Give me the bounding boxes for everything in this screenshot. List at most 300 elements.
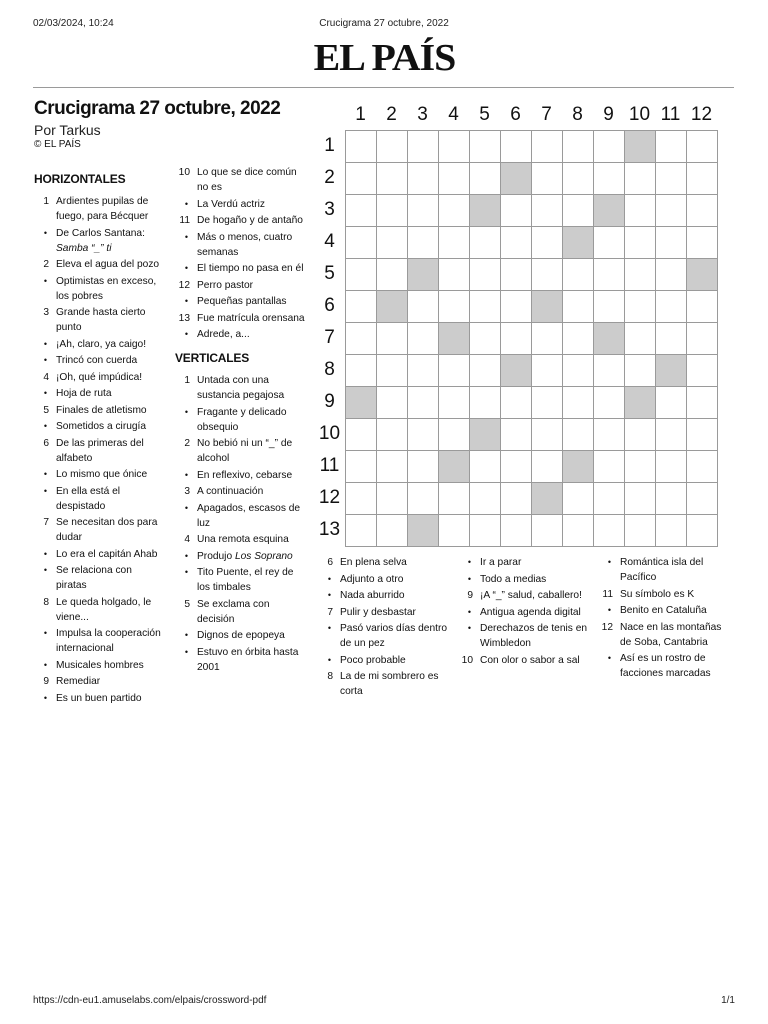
grid-cell[interactable] <box>408 163 439 195</box>
clue-text <box>340 653 450 668</box>
grid-cell[interactable] <box>656 419 687 451</box>
clue-text <box>56 563 162 593</box>
clue-text <box>56 386 162 401</box>
grid-cell[interactable] <box>656 163 687 195</box>
grid-cell[interactable] <box>625 323 656 355</box>
grid-cell[interactable] <box>656 259 687 291</box>
clue-item <box>458 572 590 587</box>
grid-cell[interactable] <box>470 323 501 355</box>
grid-cell[interactable] <box>625 163 656 195</box>
clue-item <box>598 587 730 602</box>
grid-cell[interactable] <box>594 259 625 291</box>
clue-number: 10 <box>178 167 190 178</box>
grid-cell[interactable] <box>563 355 594 387</box>
grid-cell[interactable] <box>439 355 470 387</box>
grid-cell[interactable] <box>594 483 625 515</box>
grid-cell[interactable] <box>687 227 718 259</box>
grid-block-cell <box>656 355 687 387</box>
clue-item <box>34 337 162 352</box>
grid-cell[interactable] <box>377 195 408 227</box>
grid-cell[interactable] <box>656 291 687 323</box>
clue-text-plain: Musicales hombres <box>56 659 144 671</box>
clue-text <box>340 621 450 651</box>
clue-item <box>458 653 590 668</box>
grid-cell[interactable] <box>501 291 532 323</box>
clue-text <box>480 605 590 620</box>
puzzle-author: Por Tarkus <box>34 122 101 138</box>
grid-cell[interactable] <box>501 419 532 451</box>
grid-cell[interactable] <box>687 451 718 483</box>
bullet-icon: • <box>327 654 331 665</box>
grid-cell[interactable] <box>687 419 718 451</box>
grid-cell[interactable] <box>563 419 594 451</box>
clue-item <box>34 547 162 562</box>
clues-column-4 <box>458 555 590 669</box>
grid-cell[interactable] <box>594 515 625 547</box>
clue-text-plain: En plena selva <box>340 557 407 568</box>
grid-cell[interactable] <box>377 515 408 547</box>
grid-cell[interactable] <box>656 195 687 227</box>
grid-column-label: 4 <box>448 104 459 125</box>
clue-text <box>197 565 305 595</box>
clues-column-3 <box>318 555 450 701</box>
grid-cell[interactable] <box>377 451 408 483</box>
grid-cell[interactable] <box>346 419 377 451</box>
verticales-list-2 <box>318 555 450 699</box>
grid-block-cell <box>408 259 439 291</box>
grid-cell[interactable] <box>346 131 377 163</box>
clue-text-plain: Se necesitan dos para dudar <box>56 517 158 543</box>
print-date: 02/03/2024, 10:24 <box>33 18 114 29</box>
bullet-icon: • <box>327 573 331 584</box>
clue-text-plain: Optimistas en exceso, los pobres <box>56 275 157 302</box>
grid-cell[interactable] <box>532 451 563 483</box>
clue-text-plain: Se exclama con decisión <box>197 598 270 625</box>
grid-block-cell <box>563 451 594 483</box>
clue-item <box>34 515 162 545</box>
clue-text-plain: Ir a parar <box>480 557 522 568</box>
grid-cell[interactable] <box>532 163 563 195</box>
print-header <box>33 18 735 32</box>
clue-text <box>56 403 162 418</box>
grid-cell[interactable] <box>594 163 625 195</box>
clue-item <box>175 565 305 595</box>
grid-cell[interactable] <box>625 515 656 547</box>
clue-text-plain: La Verdú actriz <box>197 198 265 210</box>
grid-cell[interactable] <box>687 195 718 227</box>
grid-cell[interactable] <box>377 259 408 291</box>
grid-cell[interactable] <box>501 387 532 419</box>
grid-cell[interactable] <box>470 163 501 195</box>
grid-cell[interactable] <box>439 515 470 547</box>
clue-item <box>175 501 305 531</box>
clue-text <box>197 230 305 260</box>
clue-text <box>620 603 730 618</box>
grid-column-label: 10 <box>628 104 651 125</box>
grid-cell[interactable] <box>501 195 532 227</box>
verticales-list-1 <box>175 373 305 675</box>
clue-item <box>34 305 162 335</box>
clue-text <box>197 405 305 435</box>
grid-cell[interactable] <box>532 227 563 259</box>
grid-row-label: 7 <box>324 327 335 348</box>
grid-cell[interactable] <box>501 451 532 483</box>
grid-cell[interactable] <box>687 515 718 547</box>
grid-cell[interactable] <box>501 259 532 291</box>
clue-text-plain: Adrede, a... <box>197 329 250 340</box>
grid-block-cell <box>439 323 470 355</box>
grid-cell[interactable] <box>625 451 656 483</box>
clue-item <box>318 621 450 651</box>
grid-cell[interactable] <box>656 131 687 163</box>
grid-cell[interactable] <box>532 419 563 451</box>
clue-item <box>34 257 162 272</box>
clue-text-plain: Ardientes pupilas de fuego, para Bécquer <box>56 196 149 222</box>
clue-text <box>197 468 305 483</box>
grid-cell[interactable] <box>470 387 501 419</box>
clue-text <box>197 311 305 326</box>
grid-cell[interactable] <box>439 227 470 259</box>
clue-text <box>56 658 162 673</box>
grid-cell[interactable] <box>501 323 532 355</box>
clue-number: 11 <box>179 215 190 226</box>
clue-text-plain: ¡A “_” salud, caballero! <box>480 590 582 601</box>
grid-row-label: 4 <box>324 231 335 252</box>
clue-item <box>34 658 162 673</box>
grid-cell[interactable] <box>439 387 470 419</box>
clue-item <box>175 327 305 342</box>
grid-cell[interactable] <box>408 483 439 515</box>
clue-item <box>318 653 450 668</box>
grid-cell[interactable] <box>470 259 501 291</box>
grid-row-label: 9 <box>324 391 335 412</box>
grid-cell[interactable] <box>408 419 439 451</box>
clue-text-plain: Derechazos de tenis en Wimbledon <box>480 623 588 649</box>
grid-column-label: 1 <box>355 104 366 125</box>
grid-cell[interactable] <box>377 355 408 387</box>
clue-text-plain: De Carlos Santana: <box>56 227 145 239</box>
grid-cell[interactable] <box>532 387 563 419</box>
grid-cell[interactable] <box>687 131 718 163</box>
grid-cell[interactable] <box>625 291 656 323</box>
clue-text-plain: A continuación <box>197 486 264 497</box>
grid-cell[interactable] <box>625 483 656 515</box>
clue-item <box>175 628 305 643</box>
grid-cell[interactable] <box>563 483 594 515</box>
bullet-icon: • <box>43 548 47 559</box>
print-url: https://cdn-eu1.amuselabs.com/elpais/crossword-pdf <box>33 995 267 1006</box>
clue-text <box>56 337 162 352</box>
grid-cell[interactable] <box>346 163 377 195</box>
grid-cell[interactable] <box>439 419 470 451</box>
clue-text-plain: Romántica isla del Pacífico <box>620 557 704 583</box>
bullet-icon: • <box>43 275 47 286</box>
grid-cell[interactable] <box>470 515 501 547</box>
clue-item <box>175 278 305 293</box>
clue-text <box>620 587 730 602</box>
clue-number: 5 <box>43 404 49 416</box>
bullet-icon: • <box>43 338 47 349</box>
clue-text-plain: Más o menos, cuatro semanas <box>197 231 293 258</box>
clue-text-plain: Trincó con cuerda <box>56 355 138 366</box>
puzzle-title: Crucigrama 27 octubre, 2022 <box>34 98 281 119</box>
grid-cell[interactable] <box>594 451 625 483</box>
grid-cell[interactable] <box>470 291 501 323</box>
clue-item <box>175 597 305 627</box>
clue-text <box>56 626 162 656</box>
grid-cell[interactable] <box>377 227 408 259</box>
clue-number: 12 <box>601 621 613 633</box>
grid-block-cell <box>470 195 501 227</box>
bullet-icon: • <box>467 623 471 633</box>
clue-text-plain: Fue matrícula orensana <box>197 312 305 324</box>
grid-cell[interactable] <box>656 451 687 483</box>
clue-text <box>620 555 730 585</box>
grid-cell[interactable] <box>563 259 594 291</box>
bullet-icon: • <box>43 355 47 365</box>
clue-text <box>56 595 162 625</box>
grid-cell[interactable] <box>563 291 594 323</box>
grid-cell[interactable] <box>625 419 656 451</box>
clue-text-plain: Su símbolo es K <box>620 588 695 600</box>
grid-cell[interactable] <box>377 483 408 515</box>
clue-text-plain: Remediar <box>56 676 101 687</box>
grid-row-label: 6 <box>324 295 335 316</box>
print-footer <box>33 995 735 1009</box>
grid-cell[interactable] <box>532 323 563 355</box>
grid-cell[interactable] <box>346 323 377 355</box>
clue-text-plain: ¡Oh, qué impúdica! <box>56 371 143 383</box>
bullet-icon: • <box>467 557 471 567</box>
grid-cell[interactable] <box>346 355 377 387</box>
clue-item <box>34 370 162 385</box>
clue-text <box>56 257 162 272</box>
clue-text-plain: Fragante y delicado obsequio <box>197 406 287 433</box>
clue-number: 2 <box>43 259 49 270</box>
grid-cell[interactable] <box>594 419 625 451</box>
grid-cell[interactable] <box>439 259 470 291</box>
clue-item <box>34 595 162 625</box>
grid-cell[interactable] <box>563 131 594 163</box>
clue-text-plain: La de mi sombrero es corta <box>340 671 439 697</box>
clue-text <box>56 194 162 224</box>
grid-cell[interactable] <box>470 483 501 515</box>
grid-cell[interactable] <box>408 451 439 483</box>
clue-text-plain: Apagados, escasos de luz <box>197 502 301 529</box>
grid-cell[interactable] <box>377 163 408 195</box>
grid-cell[interactable] <box>408 387 439 419</box>
clue-item <box>318 669 450 699</box>
clue-number: 8 <box>43 596 49 608</box>
clue-text <box>197 261 305 276</box>
grid-cell[interactable] <box>439 131 470 163</box>
bullet-icon: • <box>184 550 188 561</box>
clue-text <box>197 165 305 195</box>
grid-cell[interactable] <box>656 323 687 355</box>
grid-cell[interactable] <box>377 419 408 451</box>
grid-cell[interactable] <box>346 483 377 515</box>
grid-cell[interactable] <box>501 131 532 163</box>
bullet-icon: • <box>607 605 611 615</box>
clue-text-plain: Con olor o sabor a sal <box>480 654 580 666</box>
grid-block-cell <box>532 291 563 323</box>
grid-cell[interactable] <box>594 227 625 259</box>
clue-item <box>34 403 162 418</box>
grid-block-cell <box>687 259 718 291</box>
clue-number: 12 <box>178 279 190 291</box>
clue-text <box>620 620 730 650</box>
grid-cell[interactable] <box>594 355 625 387</box>
clue-text-plain: Perro pastor <box>197 279 254 291</box>
clue-text <box>56 484 162 514</box>
grid-cell[interactable] <box>625 227 656 259</box>
clue-text <box>197 549 305 564</box>
clues-column-1 <box>34 172 162 707</box>
grid-cell[interactable] <box>408 227 439 259</box>
bullet-icon: • <box>184 630 188 640</box>
clue-item <box>34 563 162 593</box>
bullet-icon: • <box>43 628 47 638</box>
grid-cell[interactable] <box>501 483 532 515</box>
grid-cell[interactable] <box>408 131 439 163</box>
grid-column-label: 11 <box>660 104 681 125</box>
clue-text <box>56 226 162 256</box>
clue-text <box>197 436 305 466</box>
clue-item <box>598 603 730 618</box>
grid-cell[interactable] <box>656 515 687 547</box>
grid-cell[interactable] <box>470 355 501 387</box>
horizontales-heading: HORIZONTALES <box>34 172 126 186</box>
grid-cell[interactable] <box>470 131 501 163</box>
grid-cell[interactable] <box>408 195 439 227</box>
grid-cell[interactable] <box>470 451 501 483</box>
grid-cell[interactable] <box>656 483 687 515</box>
grid-row-label: 10 <box>318 423 341 444</box>
clue-item <box>598 555 730 585</box>
grid-cell[interactable] <box>439 163 470 195</box>
clue-number: 9 <box>467 590 473 601</box>
grid-cell[interactable] <box>625 195 656 227</box>
clue-number: 10 <box>461 654 473 666</box>
bullet-icon: • <box>43 659 47 670</box>
clue-text-plain: Es un buen partido <box>56 692 142 704</box>
clue-item <box>458 588 590 603</box>
grid-cell[interactable] <box>408 291 439 323</box>
grid-row-label: 11 <box>319 455 340 476</box>
grid-cell[interactable] <box>470 227 501 259</box>
clue-text <box>197 197 305 212</box>
clue-text-plain: Lo que se dice común no es <box>197 167 297 193</box>
bullet-icon: • <box>184 231 188 242</box>
grid-cell[interactable] <box>532 515 563 547</box>
bullet-icon: • <box>184 329 188 339</box>
clue-text <box>197 327 305 342</box>
clue-item <box>175 197 305 212</box>
grid-block-cell <box>346 387 377 419</box>
bullet-icon: • <box>327 590 331 600</box>
clue-item <box>34 674 162 689</box>
grid-cell[interactable] <box>408 355 439 387</box>
grid-cell[interactable] <box>687 291 718 323</box>
clue-text <box>340 572 450 587</box>
bullet-icon: • <box>184 646 188 657</box>
grid-cell[interactable] <box>346 515 377 547</box>
grid-cell[interactable] <box>346 291 377 323</box>
grid-cell[interactable] <box>532 259 563 291</box>
clue-text-plain: Poco probable <box>340 654 406 666</box>
grid-cell[interactable] <box>532 355 563 387</box>
grid-cell[interactable] <box>501 227 532 259</box>
grid-cell[interactable] <box>346 227 377 259</box>
grid-block-cell <box>594 195 625 227</box>
clue-item <box>34 484 162 514</box>
clue-text <box>340 555 450 570</box>
grid-cell[interactable] <box>687 483 718 515</box>
grid-cell[interactable] <box>532 131 563 163</box>
grid-cell[interactable] <box>377 131 408 163</box>
grid-cell[interactable] <box>687 323 718 355</box>
grid-block-cell <box>625 387 656 419</box>
grid-column-label: 8 <box>572 104 583 125</box>
grid-cell[interactable] <box>346 451 377 483</box>
grid-cell[interactable] <box>625 355 656 387</box>
grid-cell[interactable] <box>687 387 718 419</box>
grid-column-label: 3 <box>417 104 428 125</box>
clue-text <box>197 278 305 293</box>
bullet-icon: • <box>607 557 611 567</box>
grid-cell[interactable] <box>563 163 594 195</box>
grid-cell[interactable] <box>408 323 439 355</box>
grid-cell[interactable] <box>377 323 408 355</box>
grid-cell[interactable] <box>377 387 408 419</box>
print-page-number: 1/1 <box>721 995 735 1006</box>
clue-text-plain: Se relaciona con piratas <box>56 565 132 591</box>
grid-cell[interactable] <box>563 195 594 227</box>
bullet-icon: • <box>43 388 47 398</box>
grid-cell[interactable] <box>439 483 470 515</box>
clue-item <box>34 691 162 706</box>
clue-text-plain: Pasó varios días dentro de un pez <box>340 623 448 649</box>
grid-cell[interactable] <box>594 291 625 323</box>
grid-cell[interactable] <box>532 195 563 227</box>
clue-number: 11 <box>602 588 613 600</box>
grid-cell[interactable] <box>563 323 594 355</box>
clue-text-plain: No bebió ni un “_” de alcohol <box>197 438 293 464</box>
clue-item <box>318 588 450 603</box>
grid-cell[interactable] <box>594 387 625 419</box>
grid-cell[interactable] <box>594 131 625 163</box>
grid-row-label: 2 <box>324 167 335 188</box>
grid-column-label: 7 <box>541 104 552 125</box>
grid-cell[interactable] <box>439 291 470 323</box>
grid-cell[interactable] <box>687 355 718 387</box>
grid-cell[interactable] <box>625 259 656 291</box>
grid-cell[interactable] <box>563 387 594 419</box>
grid-cell[interactable] <box>687 163 718 195</box>
clue-text <box>197 213 305 228</box>
grid-cell[interactable] <box>563 515 594 547</box>
grid-cell[interactable] <box>656 227 687 259</box>
grid-cell[interactable] <box>656 387 687 419</box>
clue-text-plain: En reflexivo, cebarse <box>197 469 293 481</box>
clue-text <box>56 274 162 304</box>
clue-text-plain: En ella está el despistado <box>56 485 120 512</box>
clue-item <box>458 621 590 651</box>
grid-cell[interactable] <box>501 515 532 547</box>
grid-cell[interactable] <box>346 195 377 227</box>
grid-cell[interactable] <box>439 195 470 227</box>
grid-cell[interactable] <box>346 259 377 291</box>
